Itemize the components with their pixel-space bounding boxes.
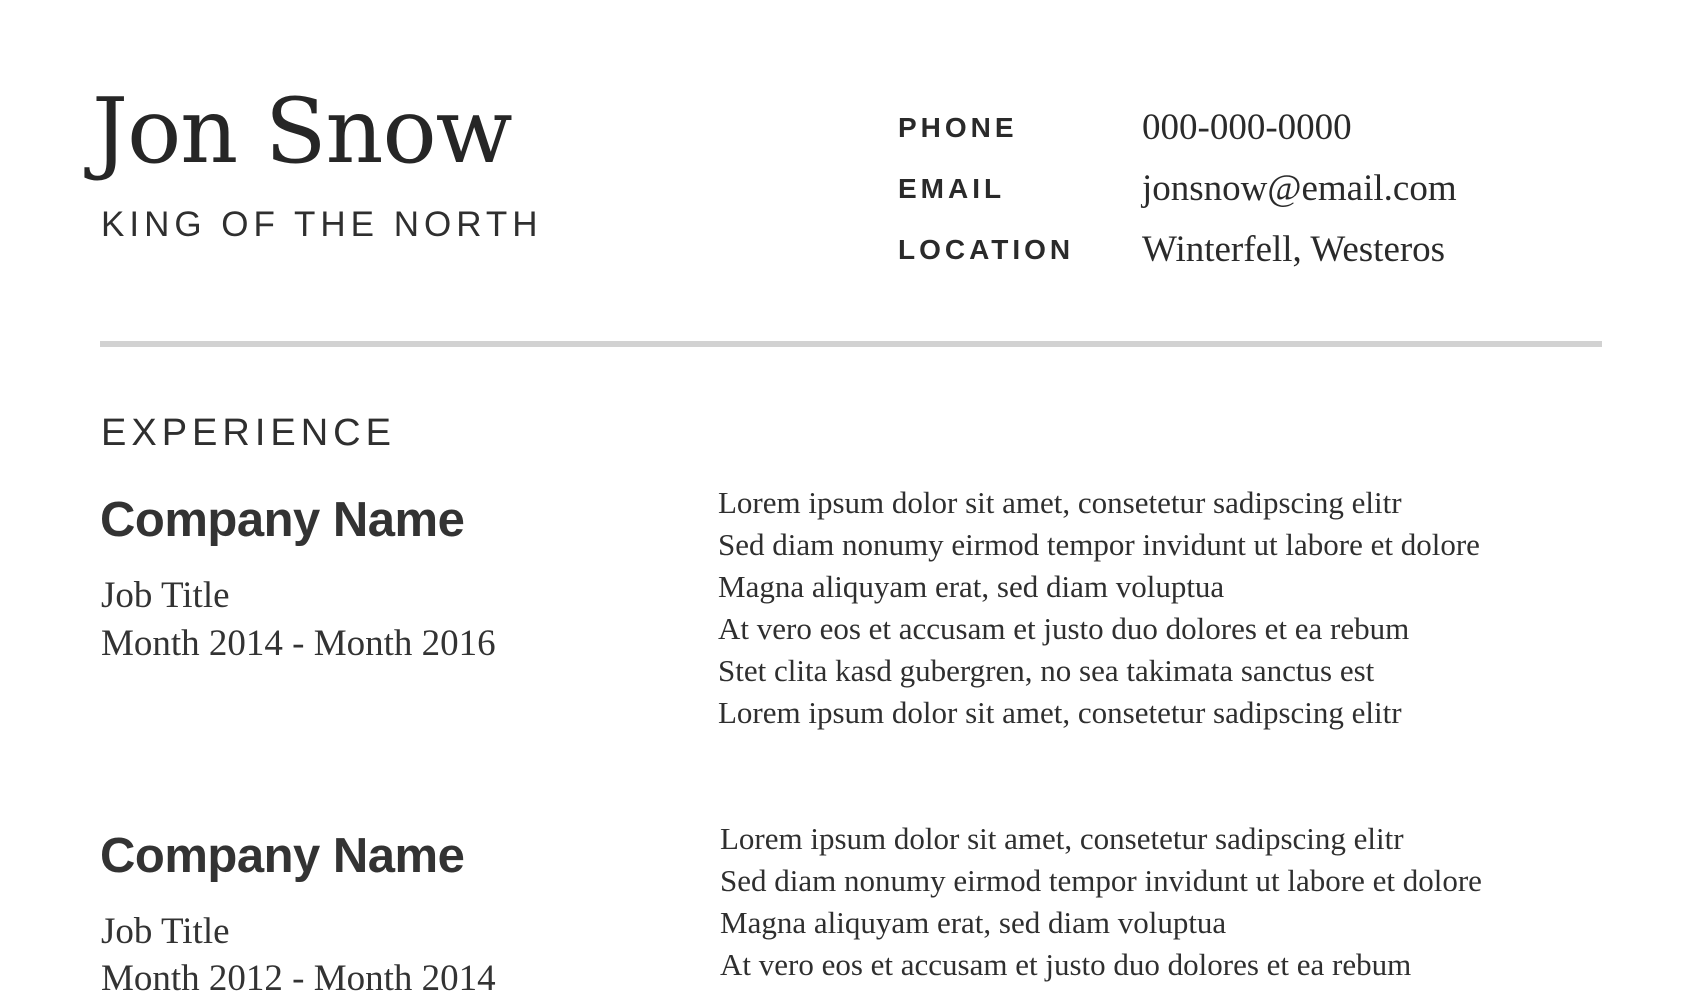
job-description: [718, 482, 1480, 734]
job-title: Job Title: [101, 911, 230, 952]
description-line: Lorem ipsum dolor sit amet, consetetur sadipscing elitr: [720, 821, 1404, 856]
candidate-title: KING OF THE NORTH: [101, 205, 543, 244]
location-value: Winterfell, Westeros: [1142, 229, 1446, 270]
header-divider: [100, 341, 1602, 347]
email-label: EMAIL: [898, 173, 1006, 204]
job-description: [720, 818, 1482, 986]
description-line: Sed diam nonumy eirmod tempor invidunt ut labore et dolore: [720, 863, 1482, 898]
company-name: Company Name: [100, 829, 465, 883]
phone-value: 000-000-0000: [1142, 107, 1352, 148]
company-name: Company Name: [100, 493, 465, 547]
description-line: Magna aliquyam erat, sed diam voluptua: [720, 905, 1227, 940]
phone-label: PHONE: [898, 112, 1018, 143]
job-dates: Month 2014 - Month 2016: [101, 623, 496, 664]
email-value: jonsnow@email.com: [1142, 168, 1457, 209]
candidate-name: Jon Snow: [92, 79, 512, 184]
description-line: Lorem ipsum dolor sit amet, consetetur sadipscing elitr: [718, 485, 1402, 520]
description-line: Lorem ipsum dolor sit amet, consetetur sadipscing elitr: [718, 695, 1402, 730]
location-label: LOCATION: [898, 234, 1075, 265]
description-line: Sed diam nonumy eirmod tempor invidunt ut labore et dolore: [718, 527, 1480, 562]
description-line: Stet clita kasd gubergren, no sea takimata sanctus est: [718, 653, 1375, 688]
job-dates: Month 2012 - Month 2014: [101, 958, 496, 999]
experience-heading: EXPERIENCE: [101, 412, 396, 454]
description-line: At vero eos et accusam et justo duo dolores et ea rebum: [718, 611, 1410, 646]
job-title: Job Title: [101, 575, 230, 616]
description-line: At vero eos et accusam et justo duo dolores et ea rebum: [720, 947, 1412, 982]
description-line: Magna aliquyam erat, sed diam voluptua: [718, 569, 1225, 604]
